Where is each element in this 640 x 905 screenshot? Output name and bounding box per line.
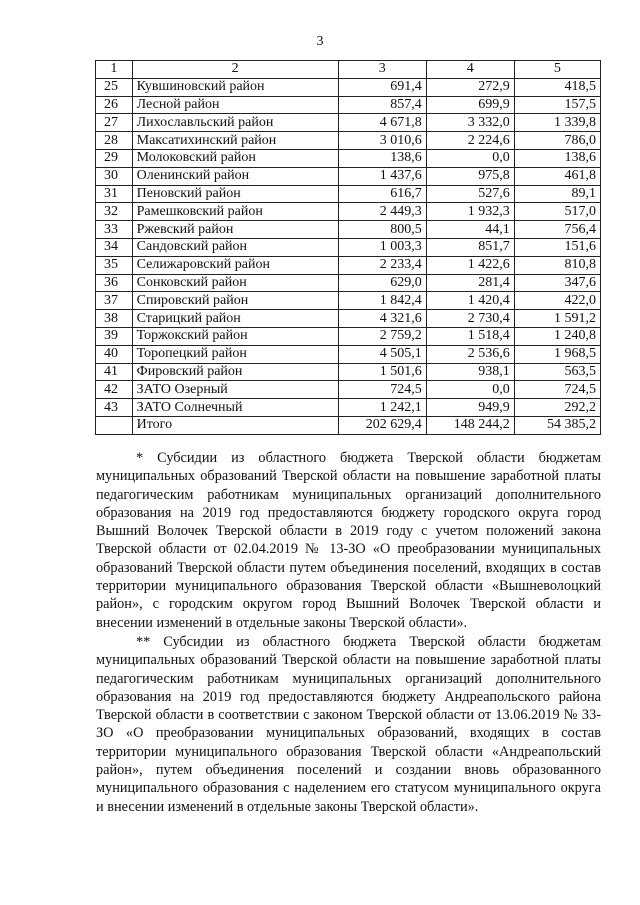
value-col-4: 1 518,4 [426, 327, 514, 345]
district-name: Лесной район [132, 96, 338, 114]
value-col-4: 699,9 [426, 96, 514, 114]
value-col-5: 422,0 [514, 292, 600, 310]
value-col-4: 2 730,4 [426, 310, 514, 328]
table-row [96, 185, 601, 203]
district-name: Оленинский район [132, 167, 338, 185]
row-number: 43 [96, 399, 133, 417]
value-col-5: 810,8 [514, 256, 600, 274]
value-col-3: 4 505,1 [338, 345, 426, 363]
value-col-4: 938,1 [426, 363, 514, 381]
table-row [96, 149, 601, 167]
table-row [96, 363, 601, 381]
district-name: Старицкий район [132, 310, 338, 328]
value-col-5: 461,8 [514, 167, 600, 185]
value-col-3: 691,4 [338, 78, 426, 96]
district-name: Сонковский район [132, 274, 338, 292]
district-name: Максатихинский район [132, 132, 338, 150]
table-row [96, 345, 601, 363]
row-number: 38 [96, 310, 133, 328]
row-number: 36 [96, 274, 133, 292]
table-header-row [96, 61, 601, 79]
value-col-3: 629,0 [338, 274, 426, 292]
table-row [96, 114, 601, 132]
district-name: Рамешковский район [132, 203, 338, 221]
table-row [96, 256, 601, 274]
total-row-number [96, 416, 133, 434]
row-number: 31 [96, 185, 133, 203]
row-number: 34 [96, 238, 133, 256]
value-col-4: 949,9 [426, 399, 514, 417]
table-row [96, 399, 601, 417]
footnote-1: * Субсидии из областного бюджета Тверской области бюджетам муниципальных образований Тверской области на повышение заработной платы педагогическим работникам муниципальных организаций дополнительного образования на 2019 год предоставляются бюджету городского округа город Вышний Волочек Тверской области в 2019 году с учетом положений закона Тверской области от 02.04.2019 № 13-ЗО «О преобразовании муниципальных образований Тверской области путем объединения поселений, входящих в состав территории муниципального образования Тверской области «Вышневолоцкий район», с городским округом город Вышний Волочек Тверской области и внесении изменений в отдельные законы Тверской области». [96, 450, 601, 631]
table-total-row [96, 416, 601, 434]
district-name: Кувшиновский район [132, 78, 338, 96]
value-col-3: 138,6 [338, 149, 426, 167]
value-col-4: 527,6 [426, 185, 514, 203]
table-row [96, 381, 601, 399]
value-col-3: 2 449,3 [338, 203, 426, 221]
table-row [96, 274, 601, 292]
value-col-3: 1 842,4 [338, 292, 426, 310]
district-name: Ржевский район [132, 221, 338, 239]
value-col-4: 975,8 [426, 167, 514, 185]
value-col-5: 157,5 [514, 96, 600, 114]
value-col-4: 272,9 [426, 78, 514, 96]
subsidy-table [95, 60, 601, 435]
footnote-2: ** Субсидии из областного бюджета Тверской области бюджетам муниципальных образований Тверской области на повышение заработной платы педагогическим работникам муниципальных организаций дополнительного образования на 2019 год предоставляются бюджету Андреапольского района Тверской области в соответствии с законом Тверской области от 13.06.2019 № 33-ЗО «О преобразовании муниципальных образований, входящих в состав территории муниципального образования Тверской области «Андреапольский район», путем объединения поселений и создании вновь образованного муниципального образования с наделением его статусом муниципального округа и внесении изменений в отдельные законы Тверской области». [96, 633, 601, 815]
total-value-col-4: 148 244,2 [426, 416, 514, 434]
table-row [96, 203, 601, 221]
page-number: 3 [316, 34, 324, 49]
value-col-4: 0,0 [426, 381, 514, 399]
value-col-5: 418,5 [514, 78, 600, 96]
value-col-5: 292,2 [514, 399, 600, 417]
table-row [96, 221, 601, 239]
total-label: Итого [132, 416, 338, 434]
district-name: Молоковский район [132, 149, 338, 167]
value-col-3: 1 437,6 [338, 167, 426, 185]
value-col-4: 2 224,6 [426, 132, 514, 150]
value-col-5: 1 240,8 [514, 327, 600, 345]
value-col-3: 1 003,3 [338, 238, 426, 256]
value-col-3: 1 242,1 [338, 399, 426, 417]
value-col-4: 1 422,6 [426, 256, 514, 274]
value-col-3: 2 233,4 [338, 256, 426, 274]
value-col-4: 1 420,4 [426, 292, 514, 310]
row-number: 40 [96, 345, 133, 363]
table-row [96, 96, 601, 114]
value-col-5: 756,4 [514, 221, 600, 239]
table-row [96, 132, 601, 150]
value-col-4: 851,7 [426, 238, 514, 256]
row-number: 42 [96, 381, 133, 399]
table-row [96, 167, 601, 185]
value-col-5: 724,5 [514, 381, 600, 399]
header-col-3: 3 [338, 61, 426, 79]
value-col-3: 4 671,8 [338, 114, 426, 132]
value-col-3: 1 501,6 [338, 363, 426, 381]
table-row [96, 292, 601, 310]
district-name: Торопецкий район [132, 345, 338, 363]
district-name: ЗАТО Озерный [132, 381, 338, 399]
value-col-5: 786,0 [514, 132, 600, 150]
row-number: 27 [96, 114, 133, 132]
header-col-1: 1 [96, 61, 133, 79]
row-number: 26 [96, 96, 133, 114]
value-col-3: 857,4 [338, 96, 426, 114]
value-col-5: 1 339,8 [514, 114, 600, 132]
row-number: 41 [96, 363, 133, 381]
value-col-3: 2 759,2 [338, 327, 426, 345]
row-number: 39 [96, 327, 133, 345]
value-col-4: 1 932,3 [426, 203, 514, 221]
value-col-3: 616,7 [338, 185, 426, 203]
value-col-5: 1 591,2 [514, 310, 600, 328]
value-col-5: 563,5 [514, 363, 600, 381]
district-name: Сандовский район [132, 238, 338, 256]
header-col-2: 2 [132, 61, 338, 79]
district-name: Фировский район [132, 363, 338, 381]
table-row [96, 327, 601, 345]
footnotes [96, 449, 601, 817]
value-col-4: 0,0 [426, 149, 514, 167]
row-number: 35 [96, 256, 133, 274]
header-col-4: 4 [426, 61, 514, 79]
row-number: 29 [96, 149, 133, 167]
row-number: 32 [96, 203, 133, 221]
value-col-4: 44,1 [426, 221, 514, 239]
value-col-3: 4 321,6 [338, 310, 426, 328]
district-name: Лихославльский район [132, 114, 338, 132]
district-name: Спировский район [132, 292, 338, 310]
value-col-5: 138,6 [514, 149, 600, 167]
table-row [96, 310, 601, 328]
district-name: Селижаровский район [132, 256, 338, 274]
value-col-3: 3 010,6 [338, 132, 426, 150]
table-body [96, 61, 601, 435]
value-col-5: 347,6 [514, 274, 600, 292]
value-col-4: 2 536,6 [426, 345, 514, 363]
value-col-4: 3 332,0 [426, 114, 514, 132]
value-col-3: 800,5 [338, 221, 426, 239]
total-value-col-3: 202 629,4 [338, 416, 426, 434]
row-number: 25 [96, 78, 133, 96]
value-col-3: 724,5 [338, 381, 426, 399]
district-name: ЗАТО Солнечный [132, 399, 338, 417]
district-name: Пеновский район [132, 185, 338, 203]
value-col-5: 1 968,5 [514, 345, 600, 363]
district-name: Торжокский район [132, 327, 338, 345]
header-col-5: 5 [514, 61, 600, 79]
row-number: 30 [96, 167, 133, 185]
row-number: 37 [96, 292, 133, 310]
value-col-5: 151,6 [514, 238, 600, 256]
row-number: 33 [96, 221, 133, 239]
table-row [96, 78, 601, 96]
value-col-5: 89,1 [514, 185, 600, 203]
value-col-4: 281,4 [426, 274, 514, 292]
value-col-5: 517,0 [514, 203, 600, 221]
row-number: 28 [96, 132, 133, 150]
total-value-col-5: 54 385,2 [514, 416, 600, 434]
table-row [96, 238, 601, 256]
